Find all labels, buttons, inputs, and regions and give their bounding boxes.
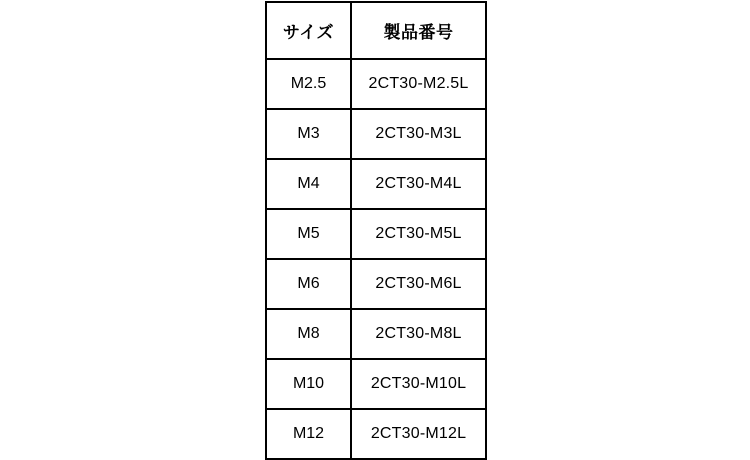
table-row bbox=[266, 59, 486, 109]
cell-size: M10 bbox=[266, 359, 351, 409]
cell-part-number: 2CT30-M12L bbox=[351, 409, 486, 459]
cell-size: M4 bbox=[266, 159, 351, 209]
cell-part-number: 2CT30-M2.5L bbox=[351, 59, 486, 109]
table-row bbox=[266, 359, 486, 409]
cell-size: M8 bbox=[266, 309, 351, 359]
table-row bbox=[266, 259, 486, 309]
column-header-size: サイズ bbox=[266, 2, 351, 59]
cell-size: M5 bbox=[266, 209, 351, 259]
cell-size: M12 bbox=[266, 409, 351, 459]
cell-part-number: 2CT30-M8L bbox=[351, 309, 486, 359]
table-row bbox=[266, 409, 486, 459]
cell-part-number: 2CT30-M10L bbox=[351, 359, 486, 409]
cell-size: M3 bbox=[266, 109, 351, 159]
cell-part-number: 2CT30-M5L bbox=[351, 209, 486, 259]
table-header-row bbox=[266, 2, 486, 59]
cell-size: M6 bbox=[266, 259, 351, 309]
cell-size: M2.5 bbox=[266, 59, 351, 109]
table-body bbox=[266, 59, 486, 459]
table-row bbox=[266, 209, 486, 259]
cell-part-number: 2CT30-M4L bbox=[351, 159, 486, 209]
table-header bbox=[266, 2, 486, 59]
table-row bbox=[266, 309, 486, 359]
cell-part-number: 2CT30-M6L bbox=[351, 259, 486, 309]
column-header-part-number: 製品番号 bbox=[351, 2, 486, 59]
table-row bbox=[266, 109, 486, 159]
product-spec-table bbox=[265, 1, 487, 460]
cell-part-number: 2CT30-M3L bbox=[351, 109, 486, 159]
table-row bbox=[266, 159, 486, 209]
